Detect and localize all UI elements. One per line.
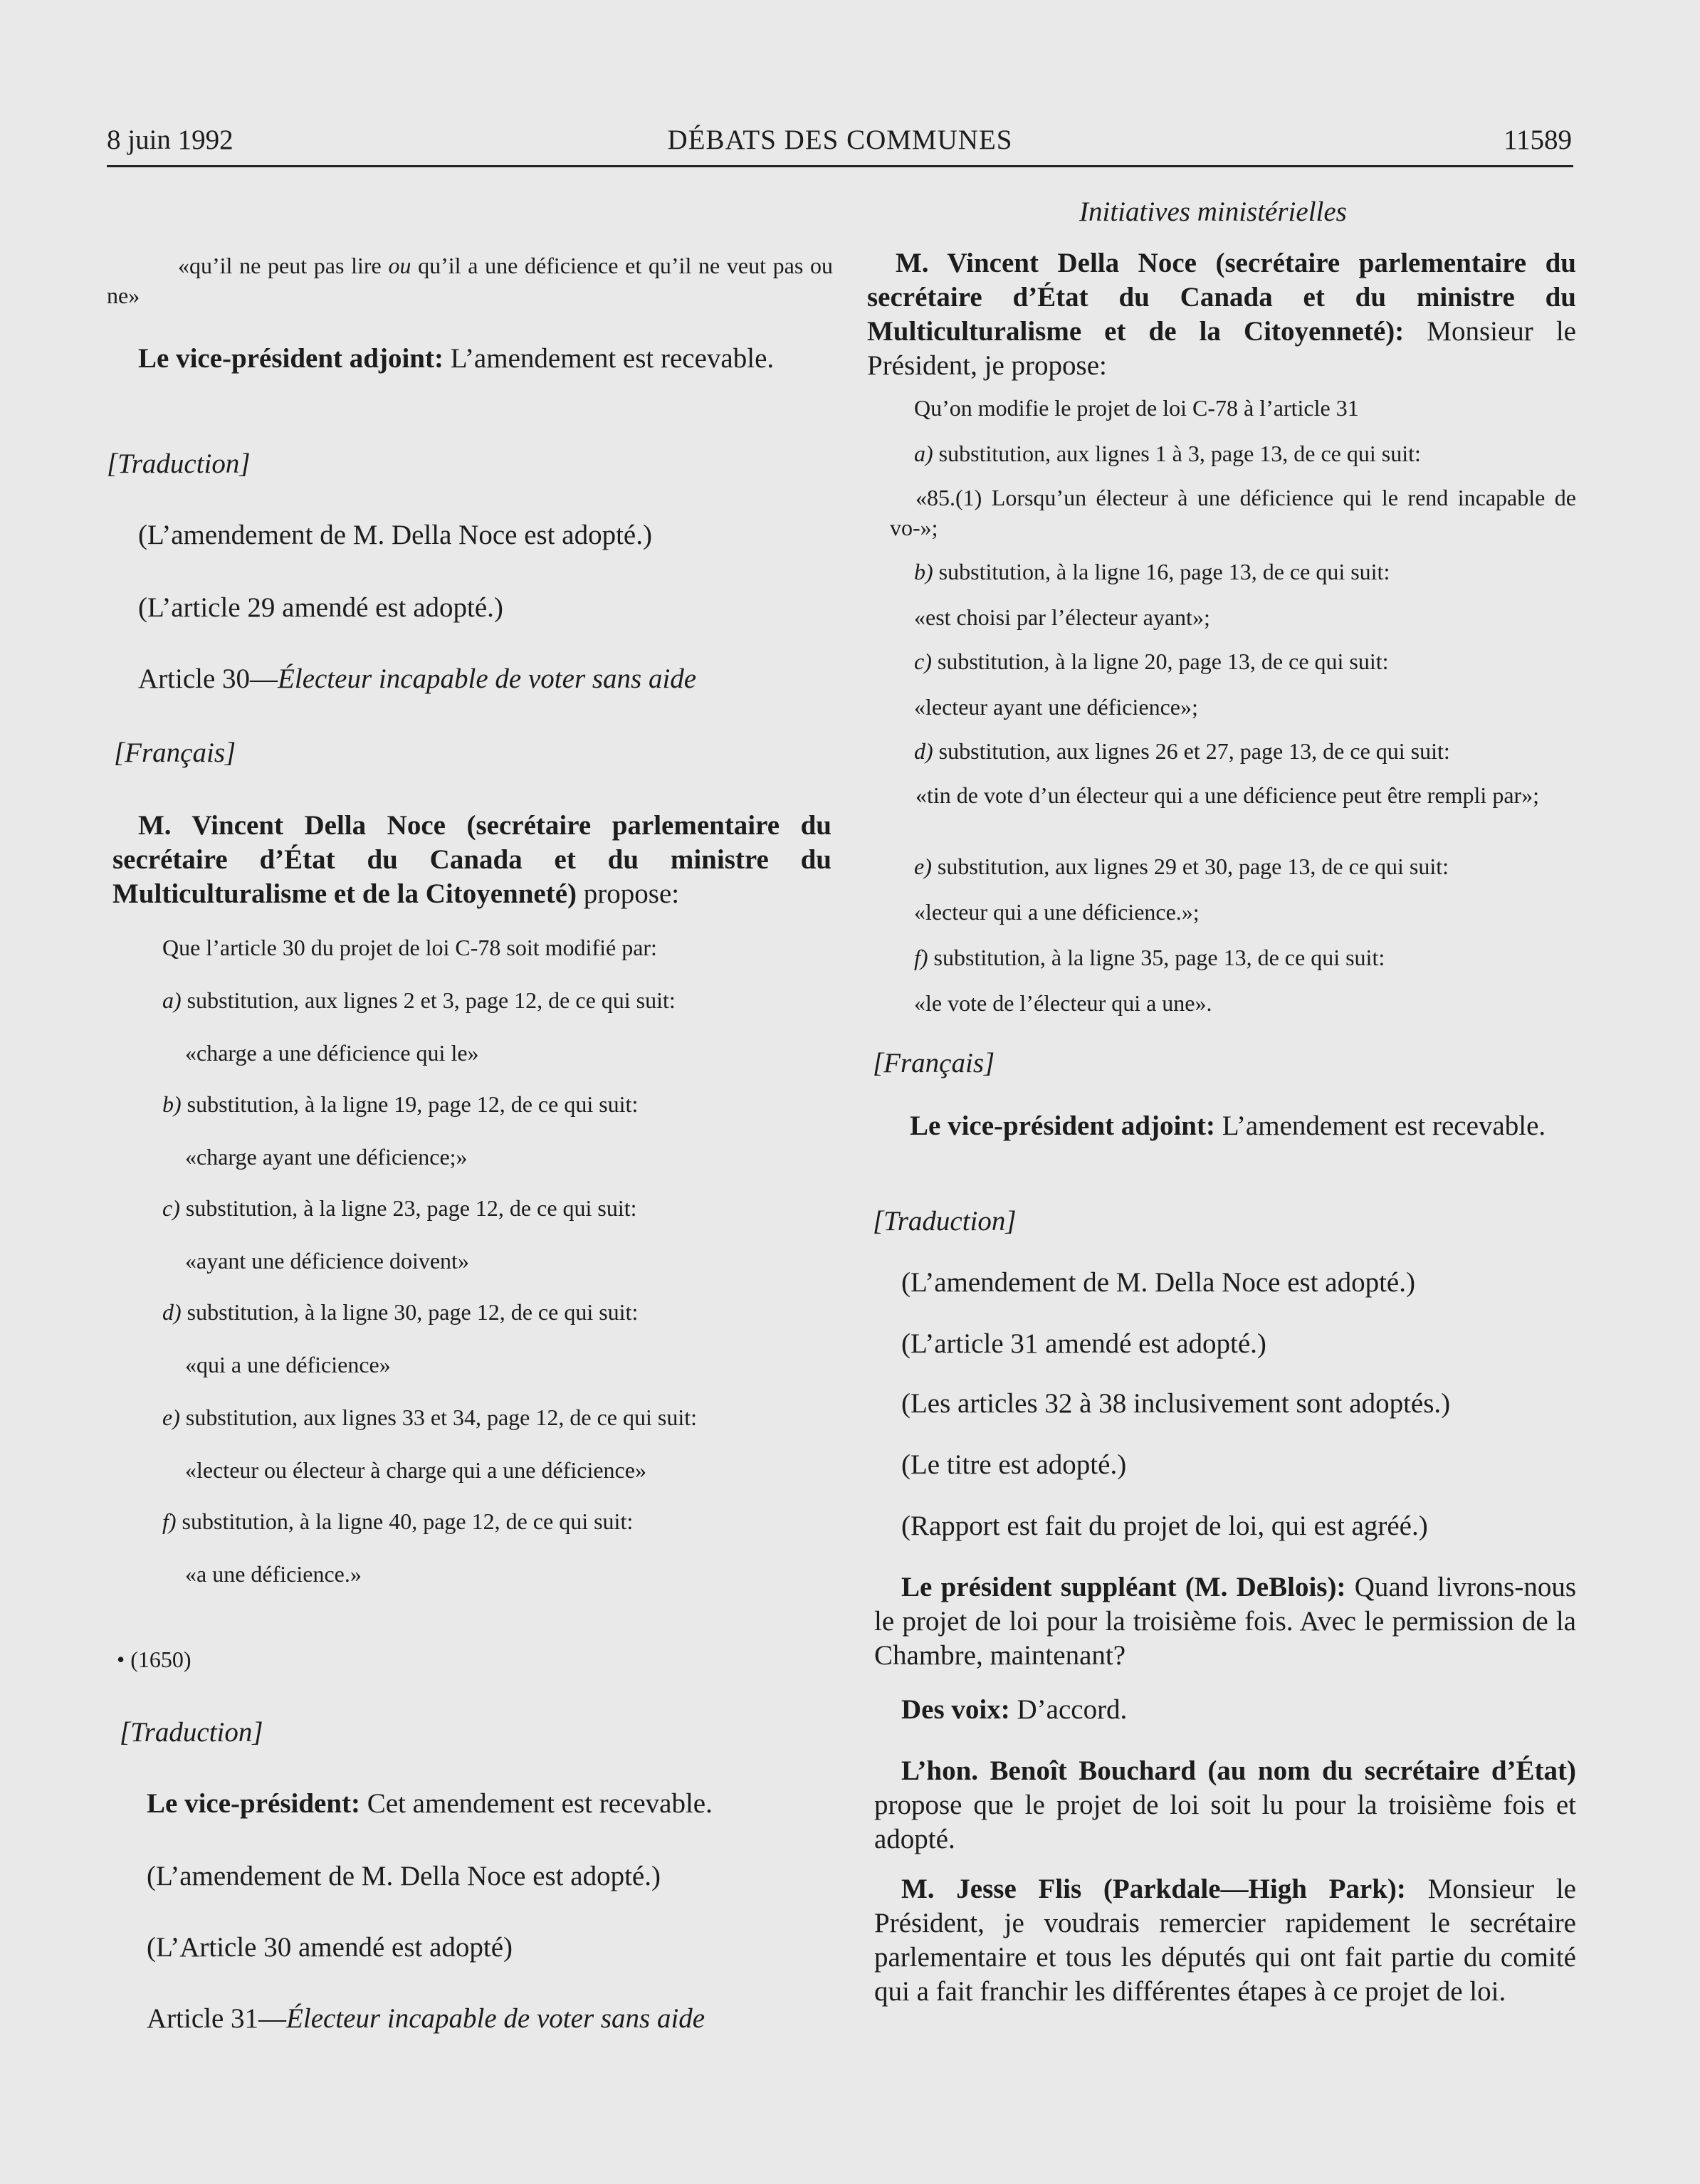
amendment-quote: «tin de vote d’un électeur qui a une déficience peut être rempli par»; — [915, 782, 1540, 808]
page-header — [107, 121, 1573, 167]
timestamp: • (1650) — [117, 1647, 191, 1672]
amendment-item: f) substitution, à la ligne 40, page 12, de ce qui suit: — [162, 1508, 634, 1534]
motion-intro: Qu’on modifie le projet de loi C-78 à l’article 31 — [914, 395, 1359, 421]
procedural-note: (L’article 29 amendé est adopté.) — [138, 592, 503, 623]
amendment-item: d) substitution, à la ligne 30, page 12, de ce qui suit: — [162, 1299, 639, 1325]
header-title: DÉBATS DES COMMUNES — [667, 125, 1013, 155]
speaker-name: M. Jesse Flis (Parkdale—High Park): — [901, 1874, 1406, 1904]
amendment-quote: «charge a une déficience qui le» — [185, 1040, 479, 1066]
amendment-item: f) substitution, à la ligne 35, page 13, de ce qui suit: — [914, 945, 1385, 970]
header-page-number: 11589 — [1503, 125, 1572, 155]
speech-della-noce: M. Vincent Della Noce (secrétaire parlementaire du secrétaire d’État du Canada et du ministre du Multiculturalisme et de la Citoyenneté): Monsieur le Président, je propose: — [867, 248, 1576, 381]
amendment-quote: «est choisi par l’électeur ayant»; — [914, 604, 1210, 630]
amendment-quote: «charge ayant une déficience;» — [185, 1144, 468, 1170]
article-heading: Article 31—Électeur incapable de voter sans aide — [147, 2003, 705, 2034]
amendment-quote: «lecteur ayant une déficience»; — [914, 694, 1198, 720]
speech-della-noce: M. Vincent Della Noce (secrétaire parlementaire du secrétaire d’État du Canada et du ministre du Multiculturalisme et de la Citoyenneté) propose: — [112, 810, 831, 909]
speech-vice-president: Le vice-président: Cet amendement est recevable. — [147, 1788, 713, 1819]
speaker-name: M. Vincent Della Noce (secrétaire parlementaire du secrétaire d’État du Canada et du ministre du Multiculturalisme et de la Citoyenneté) — [112, 810, 831, 909]
amendment-quote: «85.(1) Lorsqu’un électeur à une déficience qui le rend incapable de vo-»; — [890, 485, 1576, 540]
header-date: 8 juin 1992 — [107, 125, 234, 155]
speech-vp-adjoint: Le vice-président adjoint: L’amendement est recevable. — [910, 1111, 1546, 1141]
speaker-name: L’hon. Benoît Bouchard (au nom du secrétaire d’État) — [901, 1755, 1576, 1786]
amendment-item: a) substitution, aux lignes 1 à 3, page 13, de ce qui suit: — [914, 441, 1421, 466]
amendment-item: e) substitution, aux lignes 33 et 34, page 12, de ce qui suit: — [162, 1405, 697, 1430]
amendment-quote: «lecteur ou électeur à charge qui a une déficience» — [185, 1457, 646, 1483]
amendment-item: b) substitution, à la ligne 16, page 13, de ce qui suit: — [914, 559, 1390, 584]
amendment-item: d) substitution, aux lignes 26 et 27, page 13, de ce qui suit: — [914, 738, 1450, 764]
language-note: [Français] — [114, 737, 236, 768]
language-note: [Français] — [873, 1048, 995, 1078]
speaker-name: Le président suppléant (M. DeBlois): — [901, 1572, 1346, 1602]
speaker-name: Des voix: — [901, 1694, 1010, 1725]
motion-intro: Que l’article 30 du projet de loi C-78 soit modifié par: — [162, 935, 657, 960]
language-note: [Traduction] — [107, 448, 251, 479]
procedural-note: (L’amendement de M. Della Noce est adopté.) — [901, 1267, 1415, 1298]
amendment-item: c) substitution, à la ligne 23, page 12, de ce qui suit: — [162, 1195, 637, 1221]
speaker-name: Le vice-président adjoint: — [138, 343, 444, 374]
speech-vp-adjoint: Le vice-président adjoint: L’amendement est recevable. — [138, 343, 775, 374]
amendment-quote: «lecteur qui a une déficience.»; — [914, 899, 1200, 925]
language-note: [Traduction] — [873, 1206, 1017, 1237]
procedural-note: (Rapport est fait du projet de loi, qui est agréé.) — [901, 1511, 1428, 1541]
speaker-name: M. Vincent Della Noce (secrétaire parlementaire du secrétaire d’État du Canada et du ministre du Multiculturalisme et de la Citoyenneté): — [867, 248, 1576, 347]
speaker-name: Le vice-président adjoint: — [910, 1111, 1215, 1141]
amendment-quote: «qui a une déficience» — [185, 1352, 391, 1377]
procedural-note: (L’Article 30 amendé est adopté) — [147, 1932, 513, 1963]
article-heading: Article 30—Électeur incapable de voter sans aide — [138, 663, 697, 694]
quote-paragraph: «qu’il ne peut pas lire ou qu’il a une déficience et qu’il ne veut pas ou ne» — [107, 253, 834, 308]
amendment-item: e) substitution, aux lignes 29 et 30, page 13, de ce qui suit: — [914, 854, 1449, 879]
procedural-note: (L’amendement de M. Della Noce est adopté.) — [147, 1861, 661, 1891]
speech-flis: M. Jesse Flis (Parkdale—High Park): Monsieur le Président, je voudrais remercier rapidement le secrétaire parlementaire et tous les députés qui ont fait partie du comité qui a fait franchir les différentes étapes à ce projet de loi. — [874, 1874, 1576, 2007]
procedural-note: (L’article 31 amendé est adopté.) — [901, 1328, 1266, 1359]
amendment-item: c) substitution, à la ligne 20, page 13, de ce qui suit: — [914, 649, 1389, 674]
speech-des-voix: Des voix: D’accord. — [901, 1694, 1128, 1725]
amendment-quote: «le vote de l’électeur qui a une». — [914, 990, 1212, 1016]
procedural-note: (Le titre est adopté.) — [901, 1449, 1127, 1480]
speech-bouchard: L’hon. Benoît Bouchard (au nom du secrétaire d’État) propose que le projet de loi soit lu pour la troisième fois et adopté. — [874, 1755, 1576, 1854]
amendment-item: b) substitution, à la ligne 19, page 12, de ce qui suit: — [162, 1091, 639, 1117]
amendment-quote: «ayant une déficience doivent» — [185, 1248, 469, 1274]
section-title: Initiatives ministérielles — [1079, 196, 1347, 227]
language-note: [Traduction] — [120, 1717, 263, 1748]
amendment-quote: «a une déficience.» — [185, 1561, 362, 1587]
speaker-name: Le vice-président: — [147, 1788, 361, 1819]
amendment-item: a) substitution, aux lignes 2 et 3, page 12, de ce qui suit: — [162, 987, 676, 1013]
procedural-note: (L’amendement de M. Della Noce est adopté.) — [138, 520, 652, 550]
speech-deblois: Le président suppléant (M. DeBlois): Quand livrons-nous le projet de loi pour la troisième fois. Avec le permission de la Chambre, maintenant? — [874, 1572, 1577, 1671]
procedural-note: (Les articles 32 à 38 inclusivement sont adoptés.) — [901, 1388, 1451, 1419]
